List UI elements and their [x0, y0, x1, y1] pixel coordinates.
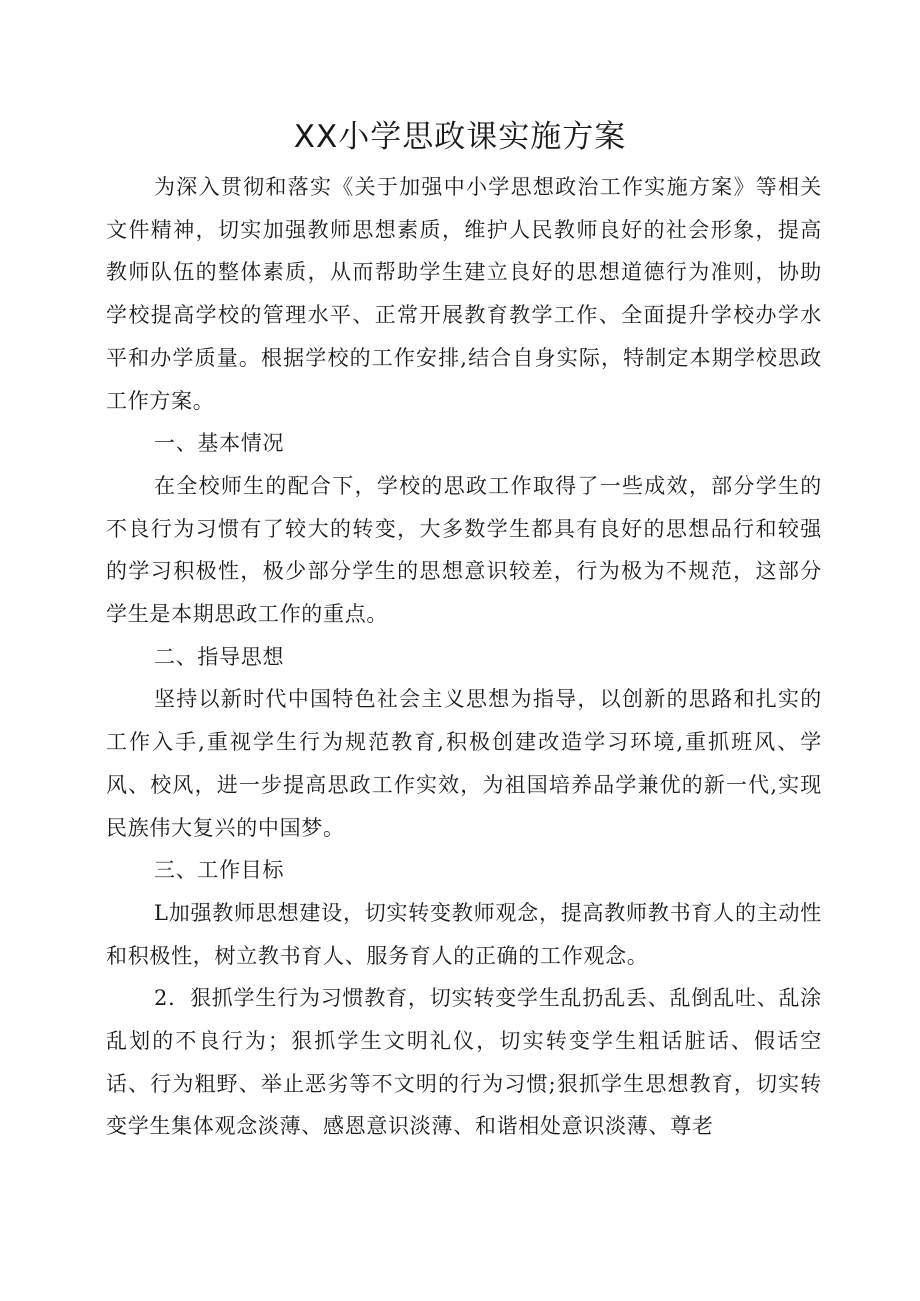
work-goal-item-2: 2．狠抓学生行为习惯教育，切实转变学生乱扔乱丢、乱倒乱吐、乱涂乱划的不良行为；狠抓学生文明礼仪，切实转变学生粗话脏话、假话空话、行为粗野、举止恶劣等不文明的行为习惯;狠抓学生思想教育，切实转变学生集体观念淡薄、感恩意识淡薄、和谐相处意识淡薄、尊老	[106, 986, 822, 1139]
document-body	[106, 166, 822, 1148]
work-goal-item-1: L加强教师思想建设，切实转变教师观念，提高教师教书育人的主动性和积极性，树立教书育人、服务育人的正确的工作观念。	[106, 900, 822, 968]
section-heading-guiding-ideology: 二、指导思想	[154, 644, 285, 669]
page-title: XX小学思政课实施方案	[293, 119, 627, 155]
basic-situation-paragraph: 在全校师生的配合下，学校的思政工作取得了一些成效，部分学生的不良行为习惯有了较大的转变，大多数学生都具有良好的思想品行和较强的学习积极性，极少部分学生的思想意识较差，行为极为不规范，这部分学生是本期思政工作的重点。	[106, 473, 822, 627]
section-heading-work-goals: 三、工作目标	[154, 858, 285, 883]
section-heading-basic-situation: 一、基本情况	[154, 431, 285, 456]
guiding-ideology-paragraph: 坚持以新时代中国特色社会主义思想为指导，以创新的思路和扎实的工作入手,重视学生行为规范教育,积极创建改造学习环境,重抓班风、学风、校风，进一步提高思政工作实效，为祖国培养品学兼优的新一代,实现民族伟大复兴的中国梦。	[106, 687, 822, 840]
intro-paragraph: 为深入贯彻和落实《关于加强中小学思想政治工作实施方案》等相关文件精神，切实加强教师思想素质，维护人民教师良好的社会形象，提高教师队伍的整体素质，从而帮助学生建立良好的思想道德行为准则，协助学校提高学校的管理水平、正常开展教育教学工作、全面提升学校办学水平和办学质量。根据学校的工作安排,结合自身实际，特制定本期学校思政工作方案。	[106, 175, 822, 413]
